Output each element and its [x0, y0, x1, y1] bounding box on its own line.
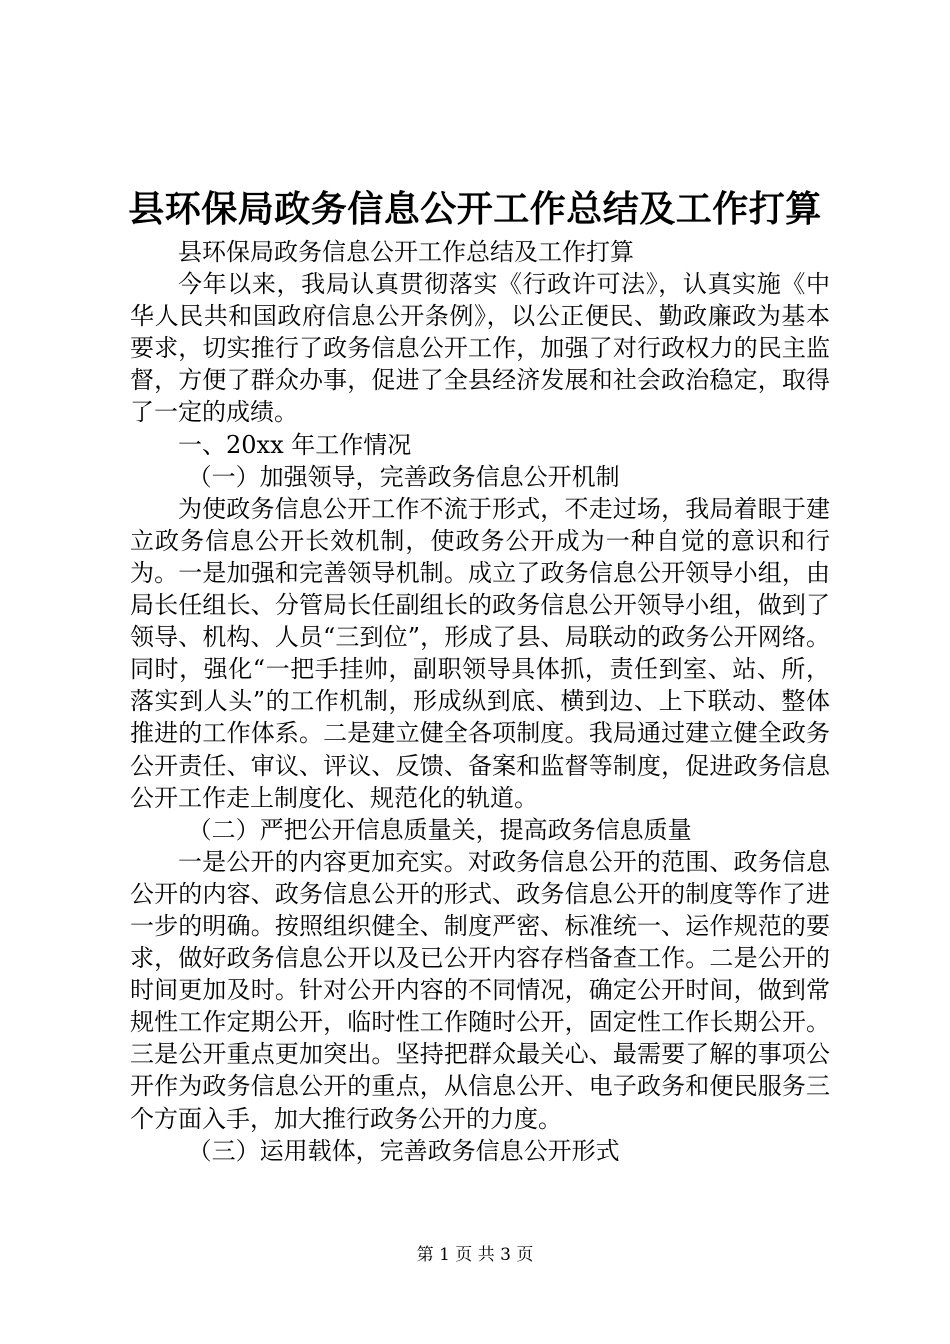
section-heading-1: 一、20xx 年工作情况: [178, 430, 412, 459]
paragraph-intro: 今年以来，我局认真贯彻落实《行政许可法》，认真实施《中华人民共和国政府信息公开条例》，以公正便民、勤政廉政为基本要求，切实推行了政务信息公开工作，加强了对行政权力的民主监督，方便了群众办事，促进了全县经济发展和社会政治稳定，取得了一定的成绩。: [130, 270, 830, 427]
paragraph-subtitle: 县环保局政务信息公开工作总结及工作打算: [178, 238, 634, 266]
subsection-heading-3: （三）运用载体，完善政务信息公开形式: [187, 1136, 620, 1165]
page-number-footer: 第 1 页 共 3 页: [416, 1245, 534, 1265]
subsection-heading-2: （二）严把公开信息质量关，提高政务信息质量: [187, 815, 692, 844]
document-body: [130, 236, 830, 1167]
document-title: 县环保局政务信息公开工作总结及工作打算: [128, 188, 822, 230]
paragraph-quality: 一是公开的内容更加充实。对政务信息公开的范围、政务信息公开的内容、政务信息公开的形式、政务信息公开的制度等作了进一步的明确。按照组织健全、制度严密、标准统一、运作规范的要求，做好政务信息公开以及已公开内容存档备查工作。二是公开的时间更加及时。针对公开内容的不同情况，确定公开时间，做到常规性工作定期公开，临时性工作随时公开，固定性工作长期公开。三是公开重点更加突出。坚持把群众最关心、最需要了解的事项公开作为政务信息公开的重点，从信息公开、电子政务和便民服务三个方面入手，加大推行政务公开的力度。: [130, 847, 830, 1133]
subsection-heading-1: （一）加强领导，完善政务信息公开机制: [187, 462, 620, 491]
paragraph-mechanism: 为使政务信息公开工作不流于形式，不走过场，我局着眼于建立政务信息公开长效机制，使政务公开成为一种自觉的意识和行为。一是加强和完善领导机制。成立了政务信息公开领导小组，由局长任组长、分管局长任副组长的政务信息公开领导小组，做到了领导、机构、人员“三到位”，形成了县、局联动的政务公开网络。同时，强化“一把手挂帅，副职领导具体抓，责任到室、站、所，落实到人头”的工作机制，形成纵到底、横到边、上下联动、整体推进的工作体系。二是建立健全各项制度。我局通过建立健全政务公开责任、审议、评议、反馈、备案和监督等制度，促进政务信息公开工作走上制度化、规范化的轨道。: [130, 494, 830, 812]
